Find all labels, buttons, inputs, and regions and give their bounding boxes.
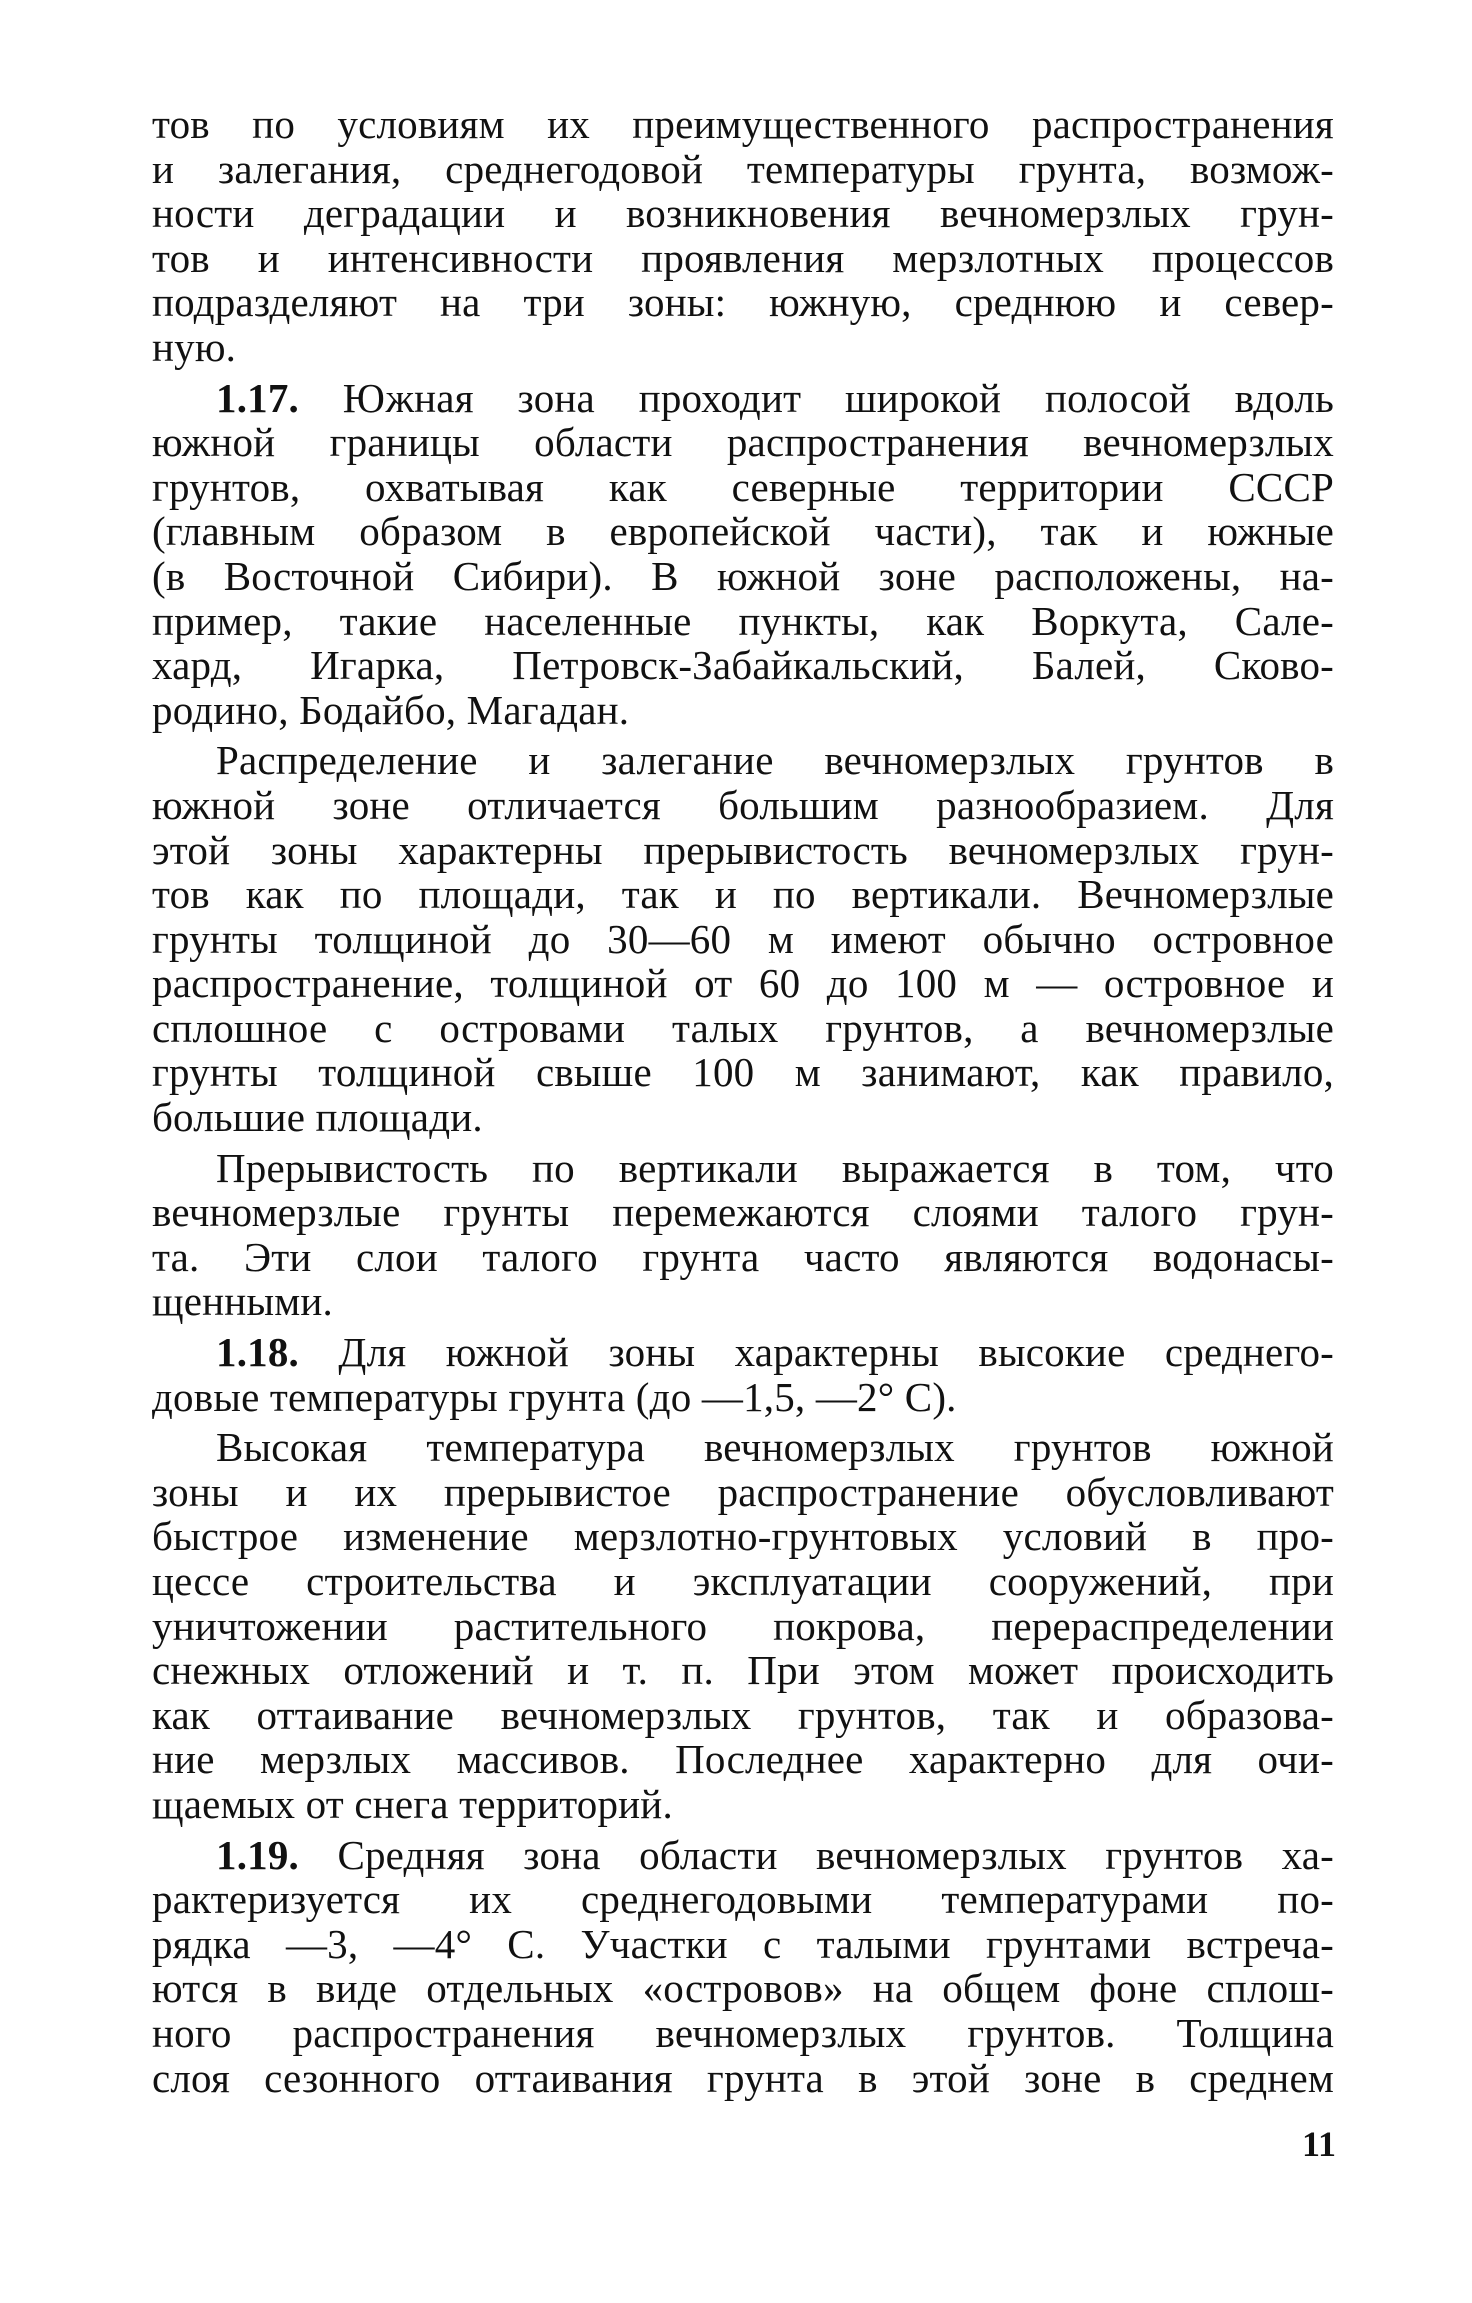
paragraph-distribution	[152, 738, 1334, 1139]
section-number: 1.18.	[216, 1329, 299, 1376]
text-line: южной зоне отличается большим разнообразием. Для	[152, 781, 1334, 828]
text-line: распространение, толщиной от 60 до 100 м — островное и	[152, 960, 1334, 1007]
text-line: грунтов, охватывая как северные территории СССР	[152, 463, 1334, 510]
text-line: цессе строительства и эксплуатации сооружений, при	[152, 1558, 1334, 1604]
text-line: щаемых от снега территорий.	[152, 1780, 673, 1827]
text-line: (в Восточной Сибири). В южной зоне расположены, на-	[152, 552, 1334, 599]
paragraph-1-19	[152, 1833, 1334, 2101]
text-line: Распределение и залегание вечномерзлых грунтов в	[216, 737, 1334, 784]
text-line: та. Эти слои талого грунта часто являются водонасы-	[152, 1233, 1334, 1280]
paragraph-1-17	[152, 376, 1334, 733]
section-number: 1.17.	[216, 374, 299, 421]
text-line: как оттаивание вечномерзлых грунтов, так и образова-	[152, 1691, 1334, 1738]
paragraph-1-18	[152, 1330, 1334, 1419]
text-line: 1.19. Средняя зона области вечномерзлых грунтов ха-	[216, 1831, 1334, 1878]
body-text	[152, 102, 1334, 2100]
text-line: Прерывистость по вертикали выражается в том, что	[216, 1144, 1334, 1191]
text-line: (главным образом в европейской части), так и южные	[152, 508, 1334, 555]
text-line: большие площади.	[152, 1094, 483, 1141]
text-line: зоны и их прерывистое распространение обусловливают	[152, 1468, 1334, 1515]
paragraph-high-temperature	[152, 1425, 1334, 1826]
text-line: тов по условиям их преимущественного распространения	[152, 101, 1334, 147]
text-line: снежных отложений и т. п. При этом может происходить	[152, 1647, 1334, 1694]
text-line: сплошное с островами талых грунтов, а вечномерзлые	[152, 1004, 1334, 1051]
text-line: быстрое изменение мерзлотно-грунтовых условий в про-	[152, 1513, 1334, 1560]
text-line: этой зоны характерны прерывистость вечномерзлых грун-	[152, 826, 1334, 873]
text-line: ную.	[152, 323, 237, 370]
text-line: тов как по площади, так и по вертикали. Вечномерзлые	[152, 871, 1334, 918]
page-number: 11	[1301, 2124, 1336, 2164]
text-line: грунты толщиной свыше 100 м занимают, как правило,	[152, 1049, 1334, 1096]
text-line: довые температуры грунта (до —1,5, —2° С).	[152, 1373, 957, 1420]
text-line: хард, Игарка, Петровск-Забайкальский, Балей, Сково-	[152, 642, 1334, 689]
text-line: родино, Бодайбо, Магадан.	[152, 686, 630, 733]
text-line: 1.18. Для южной зоны характерны высокие среднего-	[216, 1329, 1334, 1376]
text-line: ние мерзлых массивов. Последнее характерно для очи-	[152, 1736, 1334, 1783]
text-line: южной границы области распространения вечномерзлых	[152, 419, 1334, 466]
paragraph-zones-intro	[152, 102, 1334, 370]
text-line: щенными.	[152, 1278, 333, 1325]
text-line: ются в виде отдельных «островов» на общем фоне сплош-	[152, 1965, 1334, 2012]
text-line: грунты толщиной до 30—60 м имеют обычно островное	[152, 915, 1334, 962]
text-line: 1.17. Южная зона проходит широкой полосой вдоль	[216, 374, 1334, 421]
section-number: 1.19.	[216, 1831, 299, 1878]
paragraph-vertical-discontinuity	[152, 1146, 1334, 1324]
text-line: уничтожении растительного покрова, перераспределении	[152, 1602, 1334, 1649]
text-line: пример, такие населенные пункты, как Воркута, Сале-	[152, 597, 1334, 644]
text-line: слоя сезонного оттаивания грунта в этой зоне в среднем	[152, 2054, 1334, 2101]
text-line: и залегания, среднегодовой температуры грунта, возмож-	[152, 145, 1334, 192]
text-line: ности деградации и возникновения вечномерзлых грун-	[152, 190, 1334, 237]
text-line: Высокая температура вечномерзлых грунтов южной	[216, 1424, 1334, 1471]
text-line: подразделяют на три зоны: южную, среднюю и север-	[152, 279, 1334, 326]
text-line: рактеризуется их среднегодовыми температурами по-	[152, 1876, 1334, 1923]
text-line: рядка —3, —4° С. Участки с талыми грунтами встреча-	[152, 1920, 1334, 1967]
text-line: вечномерзлые грунты перемежаются слоями талого грун-	[152, 1189, 1334, 1236]
text-line: тов и интенсивности проявления мерзлотных процессов	[152, 234, 1334, 281]
text-line: ного распространения вечномерзлых грунтов. Толщина	[152, 2009, 1334, 2056]
